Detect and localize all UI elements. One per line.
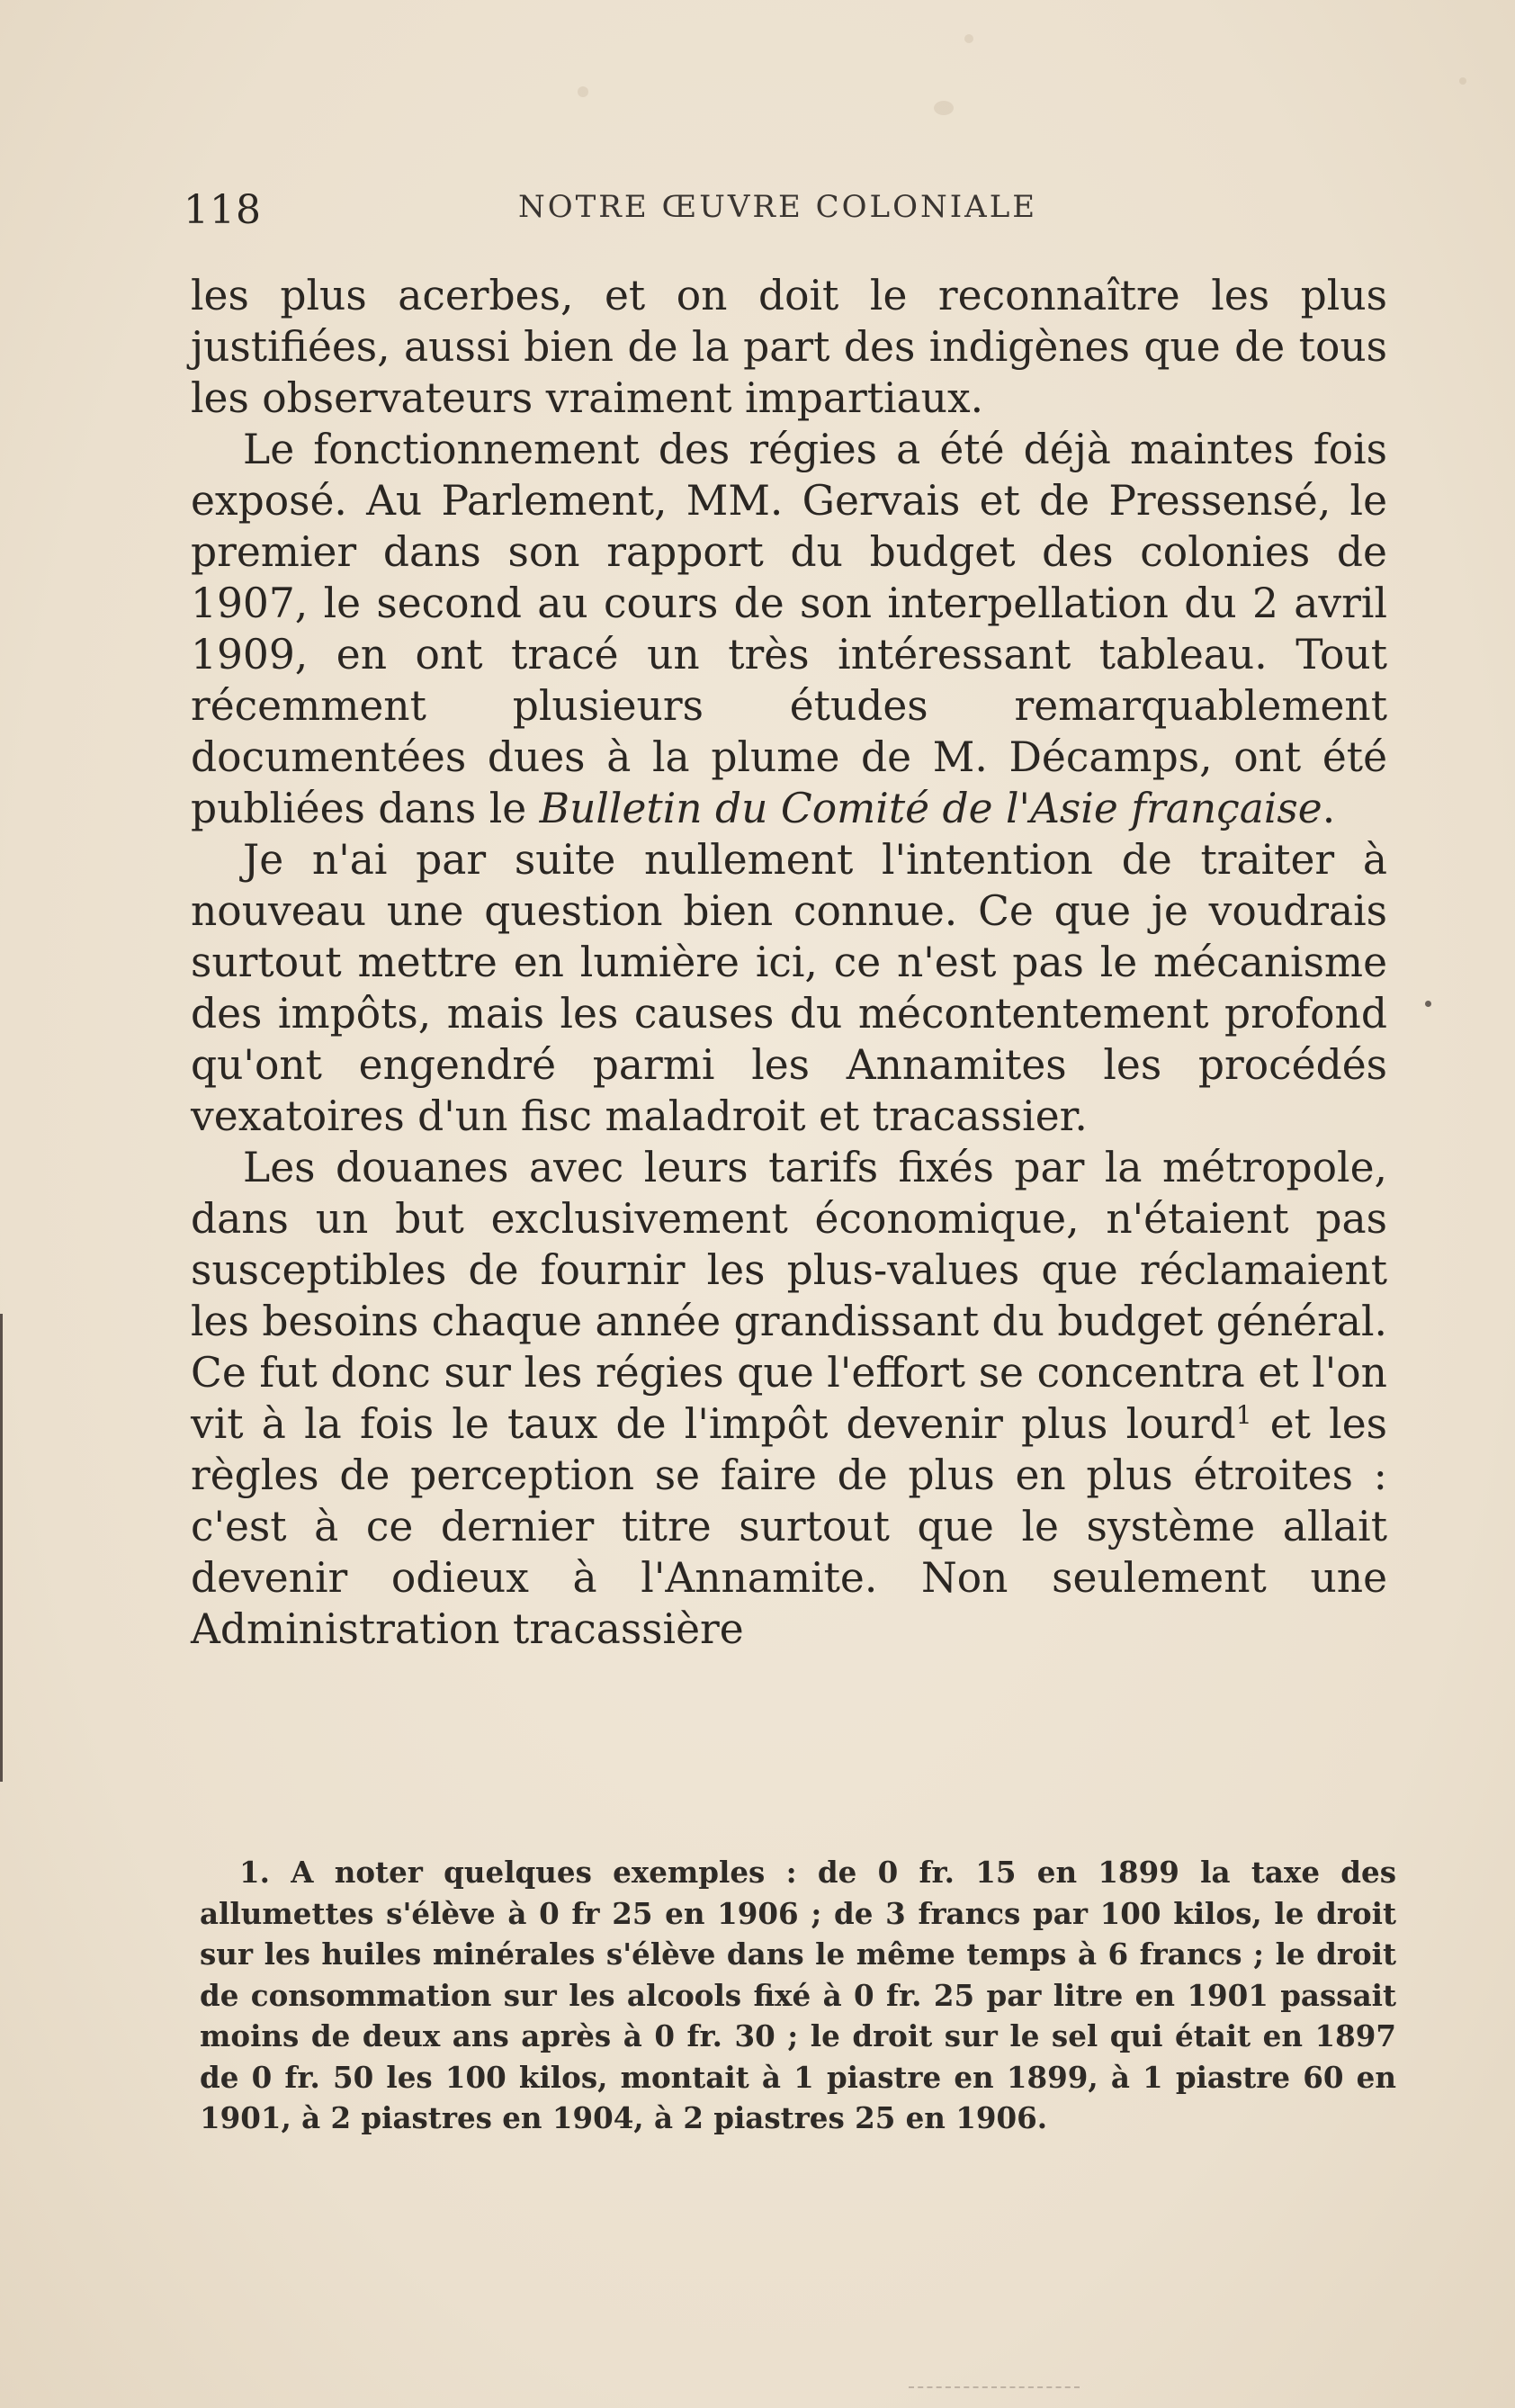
paper-stain [578, 86, 588, 97]
paragraph [191, 1142, 1387, 1655]
margin-mark [1425, 1001, 1431, 1007]
footnote-reference: 1 [1235, 1399, 1252, 1430]
main-text [191, 270, 1387, 1655]
paragraph-text: Le fonctionnement des régies a été déjà maintes fois exposé. Au Parlement, MM. Gervais et de Pressensé, le premier dans son rapport du budget des colonies de 1907, le second au cours de son interpellation du 2 avril 1909, en ont tracé un très intéressant tableau. Tout récemment plusieurs études remarquablement documentées dues à la plume de M. Décamps, ont été publiées dans le [191, 426, 1387, 832]
footnote: 1. A noter quelques exemples : de 0 fr. 15 en 1899 la taxe des allumettes s'élève à 0 fr 25 en 1906 ; de 3 francs par 100 kilos, le droit sur les huiles minérales s'élève dans le même temps à 6 francs ; le droit de consommation sur les alcools fixé à 0 fr. 25 par litre en 1901 passait moins de deux ans après à 0 fr. 30 ; le droit sur le sel qui était en 1897 de 0 fr. 50 les 100 kilos, montait à 1 piastre en 1899, à 1 piastre 60 en 1901, à 2 piastres en 1904, à 2 piastres 25 en 1906. [200, 1855, 1396, 2135]
paragraph: les plus acerbes, et on doit le reconnaître les plus justifiées, aussi bien de la part des indigènes que de tous les observateurs vraiment impartiaux. [191, 272, 1387, 422]
paragraph-text: et les règles de perception se faire de plus en plus étroites : c'est à ce dernier titre surtout que le système allait devenir odieux à l'Annamite. Non seulement une Administration tracassière [191, 1400, 1387, 1653]
paragraph: Je n'ai par suite nullement l'intention de traiter à nouveau une question bien connue. Ce que je voudrais surtout mettre en lumière ici, ce n'est pas le mécanisme des impôts, mais les causes du mécontentement profond qu'ont engendré parmi les Annamites les procédés vexatoires d'un fisc maladroit et tracassier. [191, 836, 1387, 1140]
journal-title: Bulletin du Comité de l'Asie française [539, 785, 1322, 832]
paper-stain [1459, 77, 1466, 85]
page-edge-shadow [0, 1314, 3, 1782]
page-bottom-mark [909, 2386, 1080, 2388]
running-title: NOTRE ŒUVRE COLONIALE [518, 189, 1038, 225]
page-number: 118 [184, 187, 262, 233]
paragraph-text: Les douanes avec leurs tarifs fixés par la métropole, dans un but exclusivement économique, n'étaient pas susceptibles de fournir les plus-values que réclamaient les besoins chaque année grandissant du budget général. Ce fut donc sur les régies que l'effort se concentra et l'on vit à la fois le taux de l'impôt devenir plus lourd [191, 1144, 1387, 1448]
paper-stain [964, 34, 973, 43]
paper-stain [934, 101, 954, 115]
page-header [184, 178, 1385, 241]
paragraph [191, 424, 1387, 834]
footnotes [200, 1852, 1396, 2139]
paragraph-text: . [1322, 785, 1336, 832]
